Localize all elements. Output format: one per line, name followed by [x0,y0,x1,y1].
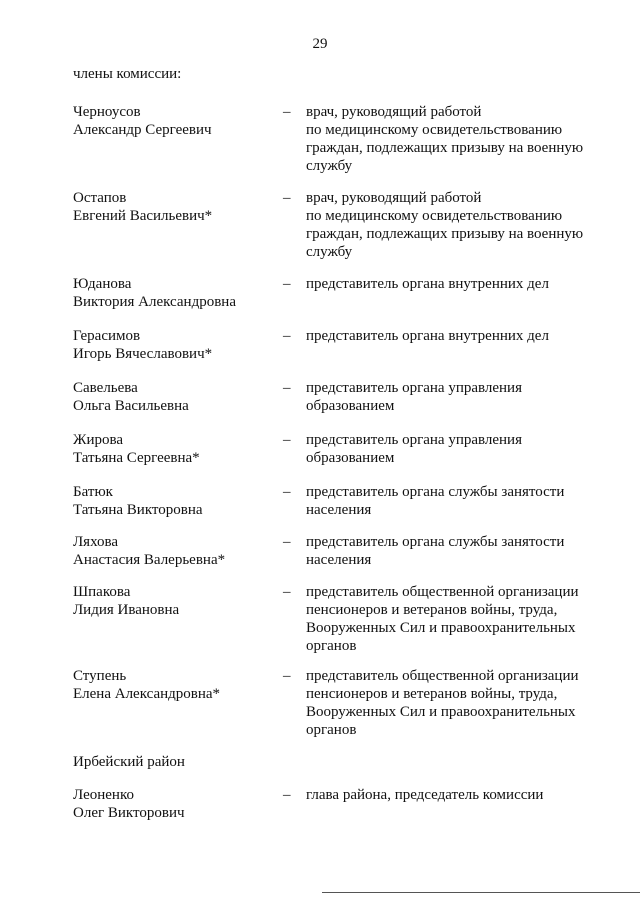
member-surname: Шпакова [73,584,131,600]
member-given-name: Евгений Васильевич* [73,208,213,224]
dash: – [283,276,291,292]
role-line: органов [306,638,357,654]
member-surname: Юданова [73,276,132,292]
members-heading: члены комиссии: [73,66,182,82]
member-surname: Черноусов [73,104,141,120]
member-role [306,327,596,345]
member-role [306,431,596,467]
role-line: органов [306,722,357,738]
dash: – [283,534,291,550]
member-role [306,103,596,175]
member-given-name: Анастасия Валерьевна* [73,552,226,568]
role-line: населения [306,502,372,518]
dash: – [283,584,291,600]
role-line: населения [306,552,372,568]
district-heading: Ирбейский район [73,754,185,770]
role-line: пенсионеров и ветеранов войны, труда, [306,686,558,702]
role-line: глава района, председатель комиссии [306,787,544,803]
role-line: службу [306,158,353,174]
dash: – [283,484,291,500]
role-line: граждан, подлежащих призыву на военную [306,226,584,242]
member-name [73,379,273,415]
member-name [73,667,273,703]
role-line: службу [306,244,353,260]
member-given-name: Татьяна Сергеевна* [73,450,200,466]
dash: – [283,432,291,448]
member-surname: Герасимов [73,328,141,344]
role-line: пенсионеров и ветеранов войны, труда, [306,602,558,618]
role-line: образованием [306,450,395,466]
member-given-name: Александр Сергеевич [73,122,212,138]
member-surname: Савельева [73,380,138,396]
member-name [73,189,273,225]
member-role [306,379,596,415]
role-line: представитель общественной организации [306,584,579,600]
role-line: представитель органа управления [306,380,522,396]
dash: – [283,787,291,803]
member-given-name: Лидия Ивановна [73,602,180,618]
member-given-name: Елена Александровна* [73,686,221,702]
role-line: по медицинскому освидетельствованию [306,208,563,224]
member-role [306,667,596,739]
role-line: врач, руководящий работой [306,190,482,206]
member-name [73,533,273,569]
member-role [306,275,596,293]
role-line: представитель общественной организации [306,668,579,684]
role-line: врач, руководящий работой [306,104,482,120]
role-line: образованием [306,398,395,414]
member-surname: Батюк [73,484,113,500]
member-role [306,583,596,655]
member-given-name: Игорь Вячеславович* [73,346,213,362]
member-name [73,103,273,139]
dash: – [283,380,291,396]
member-given-name: Ольга Васильевна [73,398,189,414]
member-name [73,275,273,311]
role-line: Вооруженных Сил и правоохранительных [306,620,576,636]
member-role [306,786,596,804]
member-surname: Леоненко [73,787,134,803]
page-number: 29 [312,36,328,52]
member-given-name: Виктория Александровна [73,294,236,310]
role-line: по медицинскому освидетельствованию [306,122,563,138]
role-line: представитель органа службы занятости [306,484,565,500]
member-role [306,533,596,569]
role-line: представитель органа управления [306,432,522,448]
member-name [73,431,273,467]
member-name [73,483,273,519]
member-surname: Ляхова [73,534,119,550]
member-name [73,786,273,822]
member-role [306,189,596,261]
member-role [306,483,596,519]
member-surname: Остапов [73,190,127,206]
dash: – [283,668,291,684]
dash: – [283,190,291,206]
role-line: Вооруженных Сил и правоохранительных [306,704,576,720]
member-surname: Ступень [73,668,127,684]
dash: – [283,328,291,344]
role-line: представитель органа внутренних дел [306,328,549,344]
role-line: представитель органа внутренних дел [306,276,549,292]
footer-rule [322,892,640,893]
dash: – [283,104,291,120]
member-given-name: Олег Викторович [73,805,185,821]
role-line: представитель органа службы занятости [306,534,565,550]
member-name [73,583,273,619]
member-surname: Жирова [73,432,124,448]
role-line: граждан, подлежащих призыву на военную [306,140,584,156]
member-name [73,327,273,363]
member-given-name: Татьяна Викторовна [73,502,203,518]
